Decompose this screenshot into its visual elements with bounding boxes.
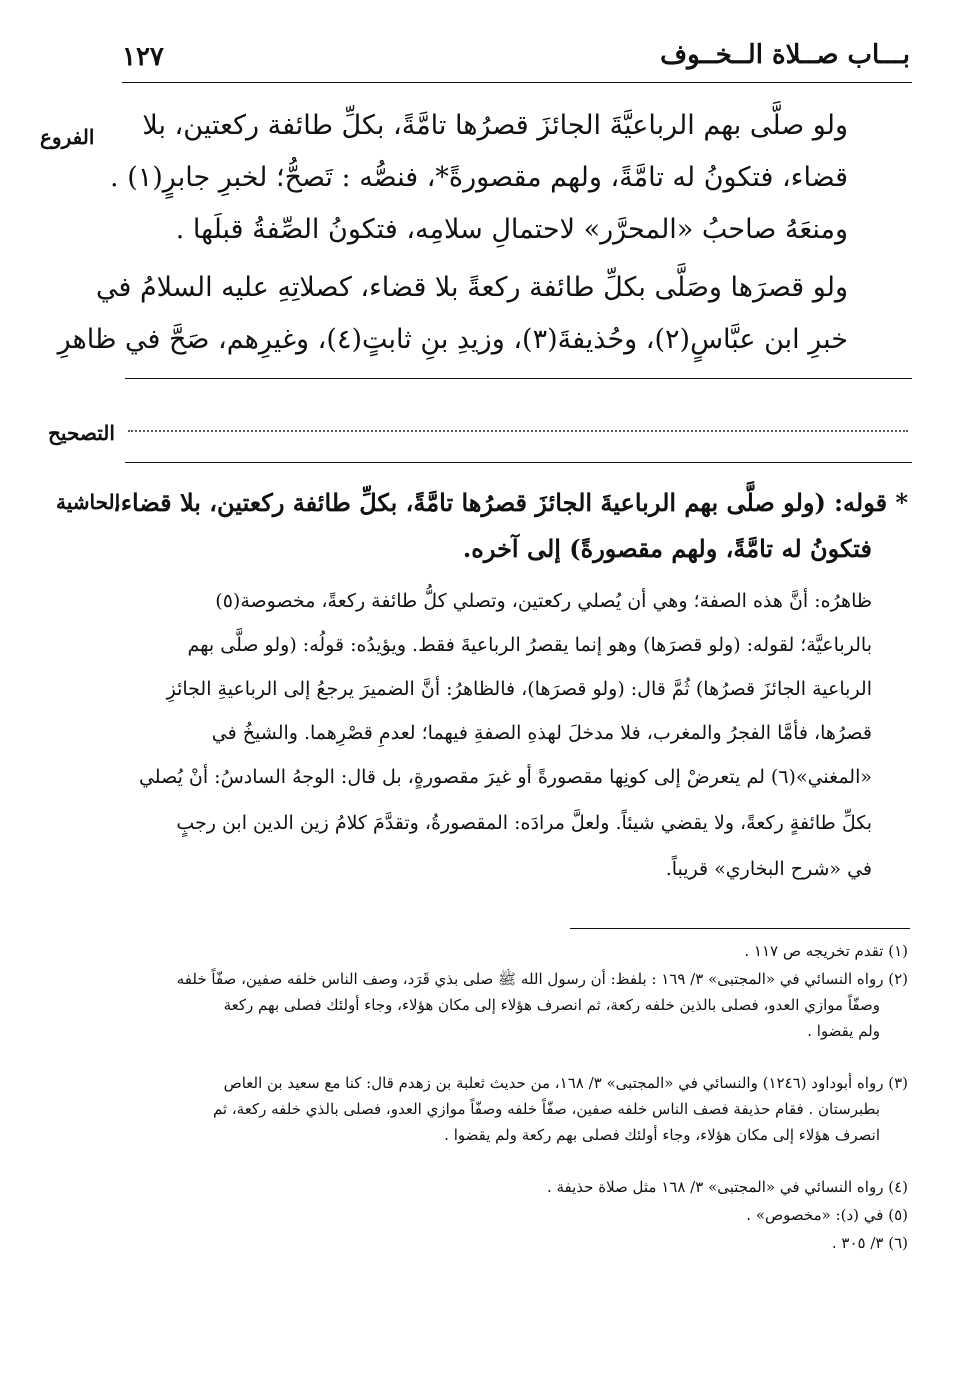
footnote-3-line-2: بطبرستان . فقام حذيفة فصف الناس خلفه صفين، صفّاً خلفه وصفّاً موازي العدو، فصلى بالذي خلفه ركعة، ثم xyxy=(212,1100,880,1118)
footnote-3-line-1: (٣) رواه أبوداود (١٢٤٦) والنسائي في «المجتبى» ٣/ ١٦٨، من حديث ثعلبة بن زهدم قال: كنا مع سعيد بن العاص xyxy=(223,1074,908,1092)
gloss-line-5: «المغني»(٦) لم يتعرضْ إلى كونِها مقصورةً أو غيرَ مقصورةٍ، بل قال: الوجهُ السادسُ: أنْ يُصلي xyxy=(138,766,872,788)
gloss-line-2: بالرباعيَّة؛ لقوله: (ولو قصرَها) وهو إنما يقصرُ الرباعيةَ فقط. ويؤيدُه: قولُه: (ولو صلَّى بهم xyxy=(187,634,872,656)
footnote-2-line-1: (٢) رواه النسائي في «المجتبى» ٣/ ١٦٩ : بلفظ: أن رسول الله ﷺ صلى بذي قَرَد، وصف الناس خلفه صفين، صفّاً خلفه xyxy=(176,970,908,988)
gloss-head-line-2: فتكونُ له تامَّةً، ولهم مقصورةً) إلى آخره. xyxy=(462,534,872,563)
label-hashiya: الحاشية xyxy=(56,490,121,514)
main-line-4: ولو قصرَها وصَلَّى بكلِّ طائفة ركعةً بلا قضاء، كصلاتِهِ عليه السلامُ في xyxy=(95,272,848,303)
main-separator xyxy=(125,378,912,379)
header-rule xyxy=(122,82,912,83)
page-number: ١٢٧ xyxy=(122,42,164,72)
label-furu: الفروع xyxy=(40,125,95,149)
footnote-3-line-3: انصرف هؤلاء إلى مكان هؤلاء، وجاء أولئك فصلى بهم ركعة ولم يقضوا . xyxy=(444,1126,880,1144)
main-line-1: ولو صلَّى بهم الرباعيَّةَ الجائزَ قصرُها تامَّةً، بكلِّ طائفة ركعتين، بلا xyxy=(142,110,848,141)
tashih-separator xyxy=(125,462,912,463)
footnote-rule xyxy=(570,928,910,929)
main-line-5: خبرِ ابن عبَّاسٍ(٢)، وحُذيفةَ(٣)، وزيدِ بنِ ثابتٍ(٤)، وغيرِهم، صَحَّ في ظاهرِ xyxy=(57,324,848,355)
footnote-1: (١) تقدم تخريجه ص ١١٧ . xyxy=(744,942,908,960)
tashih-dotted-line xyxy=(128,430,908,432)
chapter-title: بـــاب صــلاة الــخــوف xyxy=(660,40,910,70)
gloss-line-4: قصرُها، فأمَّا الفجرُ والمغرب، فلا مدخلَ لهذهِ الصفةِ فيهما؛ لعدمِ قصْرِهما. والشيخُ في xyxy=(211,722,872,744)
gloss-line-6: بكلِّ طائفةٍ ركعةً، ولا يقضي شيئاً. ولعلَّ مرادَه: المقصورةُ، وتقدَّمَ كلامُ زين الدين ابن رجبٍ xyxy=(176,812,872,834)
footnote-4: (٤) رواه النسائي في «المجتبى» ٣/ ١٦٨ مثل صلاة حذيفة . xyxy=(546,1178,908,1196)
main-line-2: قضاء، فتكونُ له تامَّةً، ولهم مقصورةً*، فنصُّه : تَصحُّ؛ لخبرِ جابرٍ(١) . xyxy=(110,162,848,193)
footnote-5: (٥) في (د): «مخصوص» . xyxy=(746,1206,908,1224)
footnote-2-line-3: ولم يقضوا . xyxy=(807,1022,880,1040)
gloss-line-1: ظاهرُه: أنَّ هذه الصفة؛ وهي أن يُصلي ركعتين، وتصلي كلُّ طائفة ركعةً، مخصوصة(٥) xyxy=(215,590,872,612)
label-tashih: التصحيح xyxy=(48,421,115,445)
gloss-line-3: الرباعية الجائزَ قصرُها) ثُمَّ قال: (ولو قصرَها)، فالظاهرُ: أنَّ الضميرَ يرجعُ إلى الرباعيةِ الجائزِ xyxy=(166,678,872,700)
gloss-line-7: في «شرح البخاري» قريباً. xyxy=(665,858,872,880)
gloss-head-line-1: * قوله: (ولو صلَّى بهم الرباعيةَ الجائزَ قصرُها تامَّةً، بكلِّ طائفة ركعتين، بلا قضاء، xyxy=(112,488,908,517)
footnote-6: (٦) ٣/ ٣٠٥ . xyxy=(831,1234,908,1252)
footnote-2-line-2: وصفّاً موازي العدو، فصلى بالذين خلفه ركعة، ثم انصرف هؤلاء إلى مكان هؤلاء، وجاء أولئك فصلى بهم ركعة xyxy=(223,996,880,1014)
main-line-3: ومنعَهُ صاحبُ «المحرَّر» لاحتمالِ سلامِه، فتكونُ الصِّفةُ قبلَها . xyxy=(175,214,848,245)
